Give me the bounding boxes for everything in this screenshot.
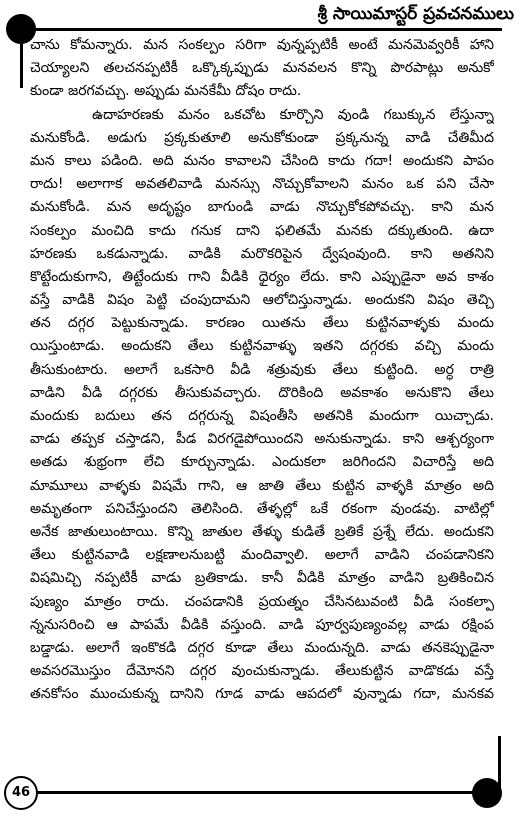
text-line: అమృతంగా పనిచేస్తుందని తెలిసింది. తేళ్ళల్లో ఒకే రకంగా వుండవు. వాటిల్లో	[30, 500, 494, 517]
text-line: మన కాలు పడింది. అది మనం కావాలని చేసింది కాదు గదా! అందుకని పాపం	[30, 152, 494, 169]
top-border-rule	[20, 28, 502, 31]
text-line: పుణ్యం మాత్రం రాదు. చంపడానికి ప్రయత్నం చేసినటువంటి వీడి సంకల్పా	[30, 593, 494, 610]
text-line: చాను కోమన్నారు. మన సంకల్పం సరిగా వున్నప్పటికీ అంటే మనమెవ్వరికీ హాని	[30, 37, 494, 53]
text-line: తనకోసం ముంచుకున్న దానిని గూడ వాడు ఆపదలో వున్నాడు గదా, మనకవ	[30, 686, 494, 703]
text-line: రాదు! అలాగాక అవతలివాడి మనస్సు నొచ్చుకోవాలని మనం ఒక పని చేసా	[30, 176, 494, 193]
text-line: యిస్తుంటాడు. అందుకని తేలు కుట్టినవాళ్ళు ఇతని దగ్గరకు వచ్చి మందు	[30, 338, 494, 355]
text-line: మనుకోండి. అడుగు ప్రక్కకుతూలి అనుకోకుండా ప్రక్కనున్న వాడి చేతిమీద	[30, 129, 494, 146]
text-line: విషమిచ్చి నప్పటికీ వాడు బ్రతికాడు. కానీ వీడికి మాత్రం వాడిని బ్రతికించిన	[30, 570, 494, 587]
text-line: అతడు శుభ్రంగా లేచి కూర్చున్నాడు. ఎందుకలా జరిగిందని విచారిస్తే అది	[30, 454, 494, 471]
text-line: తీసుకుంటారు. అలాగే ఒకసారి వీడి శత్రువుకు తేలు కుట్టింది. అర్ధ రాత్రి	[30, 361, 494, 378]
text-line: వాడిని వీడి దగ్గరకు తీసుకువచ్చారు. దొరికింది అవకాశం అనుకొని తేలు	[30, 384, 494, 401]
text-line: చెయ్యాలని తలచనప్పటికీ ఒక్కొక్కప్పుడు మనవలన కొన్ని పొరపాట్లు అనుకో	[30, 60, 494, 77]
text-line: తేలు కుట్టినవాడి లక్షణాలనుబట్టి మందివ్వాలి. అలాగే వాడిని చంపడానికని	[30, 547, 494, 564]
text-line: మందుకు బదులు తన దగ్గరున్న విషంతీసి అతనికి మందుగా యిచ్చాడు.	[30, 408, 494, 424]
text-line: ఉదాహరణకు మనం ఒకచోట కూర్చొని వుండి గబుక్కున లేస్తున్నా	[92, 106, 494, 123]
text-line: మామూలు వాళ్ళకు విషమే గాని, ఆ జాతి తేలు కుట్టిన వాళ్ళకి మాత్రం అది	[30, 477, 494, 494]
text-line: కొట్టేందుకుగాని, తిట్టేందుకు గాని వీడికి ధైర్యం లేదు. కాని ఎప్పుడైనా అవ కాశం	[30, 268, 494, 285]
text-line: వస్తే వాడికి విషం పెట్టి చంపుదామని ఆలోచిస్తున్నాడు. అందుకని విషం తెచ్చి	[30, 292, 494, 309]
text-line: మనుకోండి. మన అదృష్టం బాగుండి వాడు నొచ్చుకోకపోవచ్చు. కాని మన	[30, 199, 494, 216]
text-line: హరణకు ఒకడున్నాడు. వాడికి మరొకరిపైన ద్వేషంవుంది. కాని అతనిని	[30, 245, 494, 262]
text-line: అవసరమొస్తుం దేమోనని దగ్గర వుంచుకున్నాడు. తేలుకుట్టిన వాడొకడు వస్తే	[30, 663, 494, 680]
text-line: సంకల్పం మంచిది కాదు గనుక దాని ఫలితమే మనకు దక్కుతుంది. ఉదా	[30, 222, 494, 239]
bottom-border-rule	[28, 791, 480, 794]
text-line: కుండా జరగవచ్చు. అప్పుడు మనకేమీ దోషం రాదు.	[30, 83, 302, 100]
text-line: బడ్డాడు. అలాగే ఇంకొకడి దగ్గర కూడా తేలు మందున్నది. వాడు తనకెప్పుడైనా	[30, 639, 494, 656]
text-line: అనేక జాతులుంటాయి. కొన్ని జాతుల తేళ్ళు కుడితే బ్రతికే ప్రశ్నే లేదు. అందుకని	[30, 523, 494, 540]
text-line: న్ననుసరించి ఆ పాపమే వీడికి వస్తుంది. వాడి పూర్వపుణ్యంవల్ల వాడు రక్షింప	[30, 616, 494, 633]
header-title: శ్రీ సాయిమాస్టర్ ప్రవచనములు	[317, 4, 514, 24]
page-header	[0, 0, 520, 30]
bottom-right-corner-dot	[472, 778, 502, 808]
text-line: తన దగ్గర పెట్టుకున్నాడు. కారణం యితను తేలు కుట్టినవాళ్ళకు మందు	[30, 315, 494, 332]
page-body	[30, 34, 494, 706]
text-line: వాడు తప్పక చస్తాడని, పీడ విరగడైపోయిందని అనుకున్నాడు. కాని ఆశ్చర్యంగా	[30, 431, 494, 448]
page-number: 46	[4, 776, 38, 810]
